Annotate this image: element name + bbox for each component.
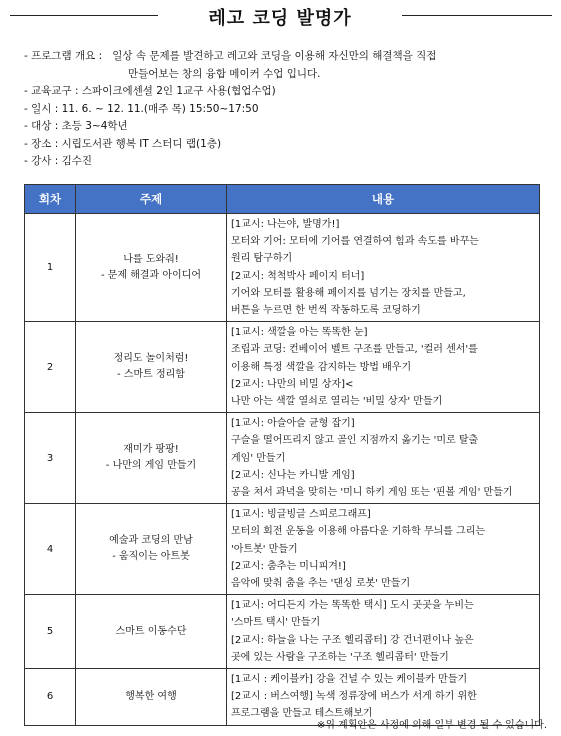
content-line: [1교시 : 케이블카] 강을 건널 수 있는 케이블카 만들기 (231, 674, 468, 686)
table-row (25, 413, 540, 504)
title-rule-left (10, 15, 158, 16)
session-content (227, 504, 540, 595)
content-line: 원리 탐구하기 (231, 253, 293, 265)
program-info (24, 48, 544, 171)
content-line: 모터와 기어: 모터에 기어를 연결하여 힘과 속도를 바꾸는 (231, 236, 479, 248)
session-number: 6 (25, 669, 76, 726)
content-line: [2교시: 척척박사 페이지 터너] (231, 270, 365, 282)
title-bar (0, 0, 561, 34)
content-line: [1교시: 색깔을 아는 똑똑한 눈] (231, 327, 368, 339)
content-line: [2교시: 하늘을 나는 구조 헬리콥터] 강 건너편이나 높은 (231, 634, 474, 646)
content-line: [2교시: 나만의 비밀 상자]< (231, 378, 354, 390)
content-line: '스마트 택시' 만들기 (231, 617, 321, 629)
content-line: [2교시: 신나는 카니발 게임] (231, 469, 355, 481)
table-header-row (25, 185, 540, 214)
content-line: [1교시: 아슬아슬 균형 잡기] (231, 418, 355, 430)
content-line: [2교시 : 버스여행] 녹색 정류장에 버스가 서게 하기 위한 (231, 691, 477, 703)
session-number: 5 (25, 595, 76, 669)
session-number: 2 (25, 322, 76, 413)
topic-subtitle: - 움직이는 아트봇 (112, 551, 190, 563)
content-line: 곳에 있는 사람을 구조하는 '구조 헬리콥터' 만들기 (231, 651, 449, 663)
session-content (227, 595, 540, 669)
header-session: 회차 (25, 185, 76, 214)
content-line: 나만 아는 색깔 열쇠로 열리는 '비밀 상자' 만들기 (231, 396, 443, 408)
session-topic (76, 322, 227, 413)
header-topic: 주제 (76, 185, 227, 214)
place-info: - 장소 : 시립도서관 행복 IT 스터디 랩(1층) (24, 137, 222, 150)
content-line: 기어와 모터를 활용해 페이지를 넘기는 장치를 만들고, (231, 287, 466, 299)
content-line: 이용해 특정 색깔을 감지하는 방법 배우기 (231, 361, 412, 373)
session-number: 3 (25, 413, 76, 504)
schedule-info: - 일시 : 11. 6. ~ 12. 11.(매주 목) 15:50~17:50 (24, 102, 259, 115)
table-row (25, 504, 540, 595)
target-info: - 대상 : 초등 3~4학년 (24, 120, 128, 132)
content-line: '아트봇' 만들기 (231, 543, 298, 555)
session-topic (76, 595, 227, 669)
content-line: 조립과 코딩: 컨베이어 벨트 구조를 만들고, '컬러 센서'를 (231, 344, 478, 356)
program-label: - 프로그램 개요 : (24, 50, 103, 62)
session-topic (76, 413, 227, 504)
topic-title: 행복한 여행 (125, 690, 177, 702)
table-row (25, 595, 540, 669)
topic-subtitle: - 문제 해결과 아이디어 (100, 269, 202, 281)
footnote: ※위 계획안은 사정에 의해 일부 변경 될 수 있습니다. (316, 720, 547, 731)
title-rule-right (402, 15, 552, 16)
topic-title: 나를 도와줘! (123, 253, 179, 265)
kit-info: - 교육교구 : 스파이크에센셜 2인 1교구 사용(협업수업) (24, 85, 276, 97)
session-content (227, 413, 540, 504)
page-title: 레고 코딩 발명가 (208, 8, 352, 29)
program-overview (24, 48, 544, 66)
topic-subtitle: - 나만의 게임 만들기 (105, 460, 197, 472)
session-number: 4 (25, 504, 76, 595)
session-number: 1 (25, 214, 76, 322)
topic-title: 재미가 팡팡! (123, 444, 179, 456)
content-line: 버튼을 누르면 한 번씩 작동하도록 코딩하기 (231, 305, 421, 317)
instructor-info: - 강사 : 김수진 (24, 155, 93, 167)
session-topic (76, 504, 227, 595)
curriculum-table (24, 184, 540, 726)
program-desc-2: 만들어보는 창의 융합 메이커 수업 입니다. (128, 67, 321, 80)
content-line: 음악에 맞춰 춤을 추는 '댄싱 로봇' 만들기 (231, 578, 411, 590)
session-topic (76, 214, 227, 322)
topic-title: 정리도 놀이처럼! (113, 353, 189, 365)
content-line: 프로그램을 만들고 테스트해보기 (231, 708, 373, 720)
topic-title: 스마트 이동수단 (115, 625, 187, 637)
topic-title: 예술과 코딩의 만남 (109, 535, 193, 547)
session-content (227, 322, 540, 413)
topic-subtitle: - 스마트 정리함 (117, 369, 185, 381)
content-line: [1교시: 어디든지 가는 똑똑한 택시] 도시 곳곳을 누비는 (231, 600, 474, 612)
content-line: 모터의 회전 운동을 이용해 아름다운 기하학 무늬를 그리는 (231, 526, 486, 538)
program-desc-1: 일상 속 문제를 발견하고 레고와 코딩을 이용해 자신만의 해결책을 직접 (112, 50, 437, 62)
session-content (227, 214, 540, 322)
table-row (25, 214, 540, 322)
header-content: 내용 (227, 185, 540, 214)
content-line: 구슬을 떨어뜨리지 않고 골인 지점까지 옮기는 '미로 탈출 (231, 435, 479, 447)
content-line: 공을 쳐서 과녁을 맞히는 '미니 하키 게임 또는 '핀볼 게임' 만들기 (231, 487, 513, 499)
table-row (25, 322, 540, 413)
content-line: [2교시: 춤추는 미니피겨!] (231, 560, 346, 572)
content-line: [1교시: 빙글빙글 스피로그래프] (231, 509, 371, 521)
content-line: [1교시: 나는야, 발명가!] (231, 219, 340, 230)
content-line: 게임' 만들기 (231, 452, 286, 464)
